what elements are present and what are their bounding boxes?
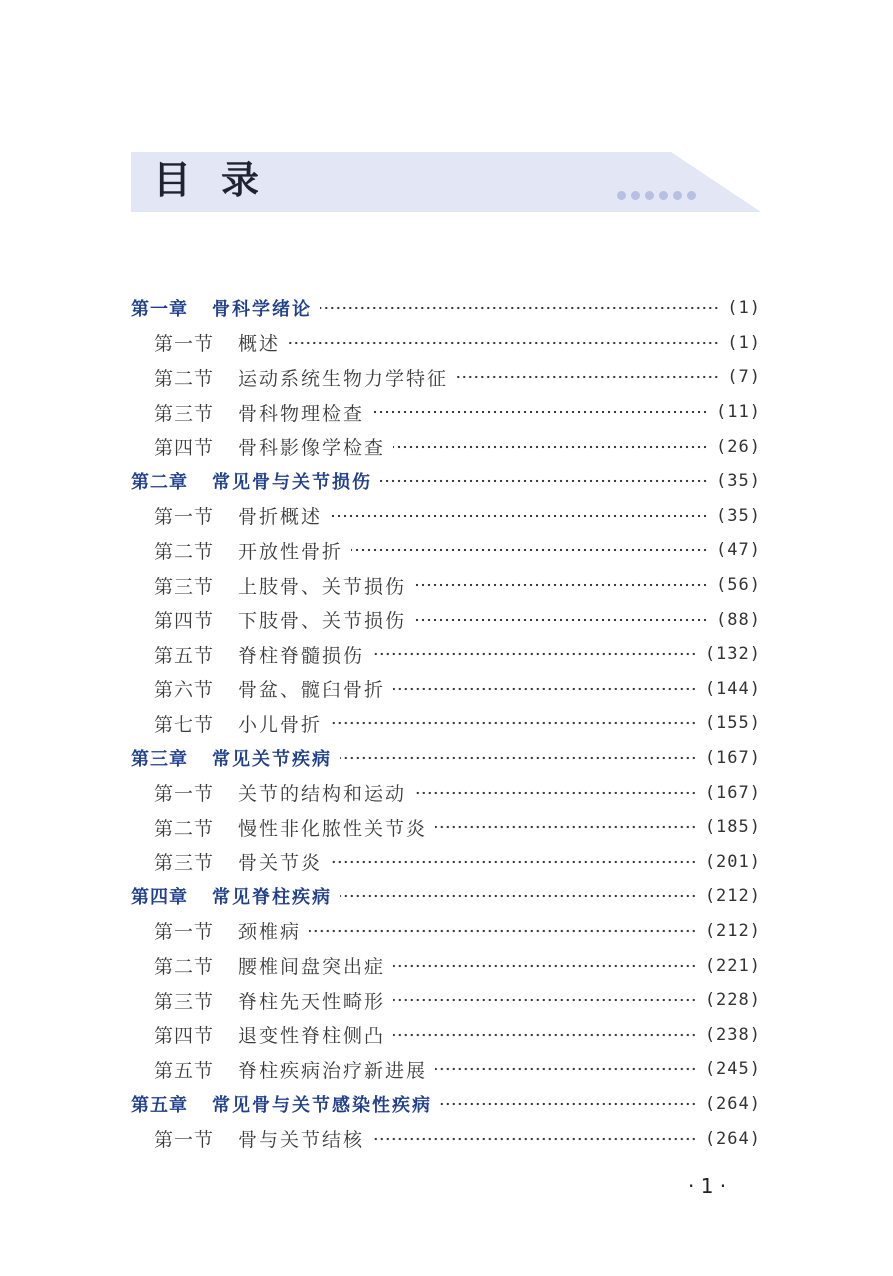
toc-chapter-row[interactable] (131, 879, 761, 914)
toc-entry-page: (132) (704, 644, 761, 665)
toc-section-row[interactable] (131, 914, 761, 949)
toc-entry-number: 第一节 (154, 1129, 215, 1152)
toc-section-row[interactable] (131, 845, 761, 880)
toc-section-row[interactable] (131, 1121, 761, 1156)
toc-entry-page: (238) (704, 1024, 761, 1045)
toc-entry-number: 第二章 (131, 472, 188, 494)
toc-entry-number: 第四节 (154, 610, 215, 633)
toc-entry-number: 第四节 (154, 1025, 215, 1048)
toc-section-row[interactable] (131, 672, 761, 707)
toc-entry-page: (56) (716, 575, 761, 596)
toc-entry-number: 第七节 (154, 713, 215, 736)
toc-entry-number: 第一节 (154, 921, 215, 944)
dot-leader (340, 892, 697, 900)
dot-icon (673, 191, 682, 200)
toc-section-row[interactable] (131, 983, 761, 1018)
dot-leader (351, 546, 708, 554)
toc-entry-title: 骨科学绪论 (212, 299, 312, 321)
toc-entry-page: (155) (704, 713, 761, 734)
toc-chapter-row[interactable] (131, 741, 761, 776)
toc-section-row[interactable] (131, 568, 761, 603)
dot-leader (330, 719, 697, 727)
toc-entry-page: (88) (716, 609, 761, 630)
toc-entry-title: 上肢骨、关节损伤 (238, 575, 407, 598)
toc-section-row[interactable] (131, 360, 761, 395)
toc-chapter-row[interactable] (131, 291, 761, 326)
toc-entry-title: 小儿骨折 (238, 713, 323, 736)
dot-leader (393, 443, 708, 451)
toc-entry-title: 骨盆、髋臼骨折 (238, 679, 386, 702)
dot-leader (380, 477, 708, 485)
toc-section-row[interactable] (131, 429, 761, 464)
toc-entry-title: 骨与关节结核 (238, 1129, 365, 1152)
toc-entry-title: 常见骨与关节感染性疾病 (212, 1094, 432, 1116)
dot-leader (320, 304, 719, 312)
toc-entry-number: 第一章 (131, 299, 188, 321)
toc-entry-title: 关节的结构和运动 (238, 783, 407, 806)
toc-section-row[interactable] (131, 395, 761, 430)
toc-entry-page: (228) (704, 990, 761, 1011)
dot-icon (659, 191, 668, 200)
dot-leader (414, 789, 697, 797)
toc-entry-page: (264) (704, 1093, 761, 1114)
toc-entry-title: 脊柱先天性畸形 (238, 990, 386, 1013)
toc-entry-page: (167) (704, 748, 761, 769)
toc-entry-number: 第五节 (154, 1059, 215, 1082)
toc-section-row[interactable] (131, 1017, 761, 1052)
toc-section-row[interactable] (131, 326, 761, 361)
dot-leader (393, 996, 697, 1004)
dot-leader (372, 650, 697, 658)
toc-section-row[interactable] (131, 602, 761, 637)
toc-entry-title: 退变性脊柱侧凸 (238, 1025, 386, 1048)
toc-entry-title: 脊柱脊髓损伤 (238, 644, 365, 667)
toc-entry-title: 慢性非化脓性关节炎 (238, 817, 428, 840)
toc-entry-page: (1) (727, 298, 761, 319)
toc-entry-number: 第三节 (154, 402, 215, 425)
toc-entry-title: 概述 (238, 333, 281, 356)
decorative-dots (617, 191, 696, 200)
toc-entry-page: (7) (727, 367, 761, 388)
dot-leader (330, 512, 708, 520)
toc-entry-number: 第五章 (131, 1094, 188, 1116)
toc-entry-page: (26) (716, 436, 761, 457)
toc-entry-title: 脊柱疾病治疗新进展 (238, 1059, 428, 1082)
toc-entry-number: 第六节 (154, 679, 215, 702)
toc-entry-page: (35) (716, 505, 761, 526)
toc-entry-page: (167) (704, 782, 761, 803)
toc-entry-page: (144) (704, 678, 761, 699)
toc-entry-page: (201) (704, 851, 761, 872)
dot-leader (340, 754, 697, 762)
toc-entry-page: (35) (716, 471, 761, 492)
toc-entry-number: 第三章 (131, 749, 188, 771)
toc-entry-title: 下肢骨、关节损伤 (238, 610, 407, 633)
toc-entry-title: 骨科物理检查 (238, 402, 365, 425)
toc-entry-page: (212) (704, 920, 761, 941)
dot-leader (435, 823, 697, 831)
toc-entry-number: 第一节 (154, 506, 215, 529)
page-title: 目录 (153, 157, 290, 202)
toc-entry-number: 第四章 (131, 887, 188, 909)
toc-entry-page: (221) (704, 955, 761, 976)
toc-section-row[interactable] (131, 810, 761, 845)
page-number: · 1 · (688, 1174, 727, 1198)
toc-entry-number: 第四节 (154, 437, 215, 460)
toc-entry-number: 第一节 (154, 783, 215, 806)
toc-chapter-row[interactable] (131, 464, 761, 499)
toc-entry-title: 开放性骨折 (238, 540, 344, 563)
dot-icon (645, 191, 654, 200)
toc-entry-page: (185) (704, 817, 761, 838)
dot-icon (617, 191, 626, 200)
toc-entry-page: (245) (704, 1059, 761, 1080)
dot-leader (456, 373, 719, 381)
dot-leader (309, 927, 697, 935)
toc-entry-page: (47) (716, 540, 761, 561)
dot-leader (372, 1135, 697, 1143)
toc-entry-number: 第二节 (154, 367, 215, 390)
dot-icon (631, 191, 640, 200)
toc-entry-title: 运动系统生物力学特征 (238, 367, 449, 390)
toc-entry-page: (212) (704, 886, 761, 907)
toc-entry-title: 骨关节炎 (238, 852, 323, 875)
toc-entry-page: (264) (704, 1128, 761, 1149)
toc-entry-title: 骨科影像学检查 (238, 437, 386, 460)
toc-entry-number: 第三节 (154, 575, 215, 598)
toc-section-row[interactable] (131, 499, 761, 534)
toc-entry-number: 第一节 (154, 333, 215, 356)
toc-entry-number: 第二节 (154, 540, 215, 563)
dot-leader (393, 962, 697, 970)
dot-icon (687, 191, 696, 200)
dot-leader (288, 339, 719, 347)
dot-leader (414, 581, 708, 589)
toc-entry-number: 第三节 (154, 852, 215, 875)
dot-leader (393, 685, 697, 693)
toc-entry-title: 骨折概述 (238, 506, 323, 529)
dot-leader (372, 408, 708, 416)
toc-entry-title: 常见关节疾病 (212, 749, 332, 771)
toc-section-row[interactable] (131, 706, 761, 741)
toc-entry-page: (1) (727, 332, 761, 353)
toc-section-row[interactable] (131, 1052, 761, 1087)
toc-entry-number: 第五节 (154, 644, 215, 667)
toc-entry-number: 第二节 (154, 817, 215, 840)
toc-entry-number: 第三节 (154, 990, 215, 1013)
title-banner (131, 152, 761, 212)
dot-leader (435, 1065, 697, 1073)
toc-entry-title: 常见骨与关节损伤 (212, 472, 372, 494)
dot-leader (330, 858, 697, 866)
toc-entry-number: 第二节 (154, 956, 215, 979)
toc-entry-title: 腰椎间盘突出症 (238, 956, 386, 979)
toc-entry-title: 颈椎病 (238, 921, 302, 944)
toc-entry-title: 常见脊柱疾病 (212, 887, 332, 909)
toc-section-row[interactable] (131, 533, 761, 568)
dot-leader (393, 1031, 697, 1039)
toc-section-row[interactable] (131, 948, 761, 983)
dot-leader (440, 1100, 697, 1108)
toc-chapter-row[interactable] (131, 1087, 761, 1122)
table-of-contents (131, 291, 761, 1156)
dot-leader (414, 616, 708, 624)
toc-section-row[interactable] (131, 775, 761, 810)
toc-section-row[interactable] (131, 637, 761, 672)
toc-entry-page: (11) (716, 402, 761, 423)
